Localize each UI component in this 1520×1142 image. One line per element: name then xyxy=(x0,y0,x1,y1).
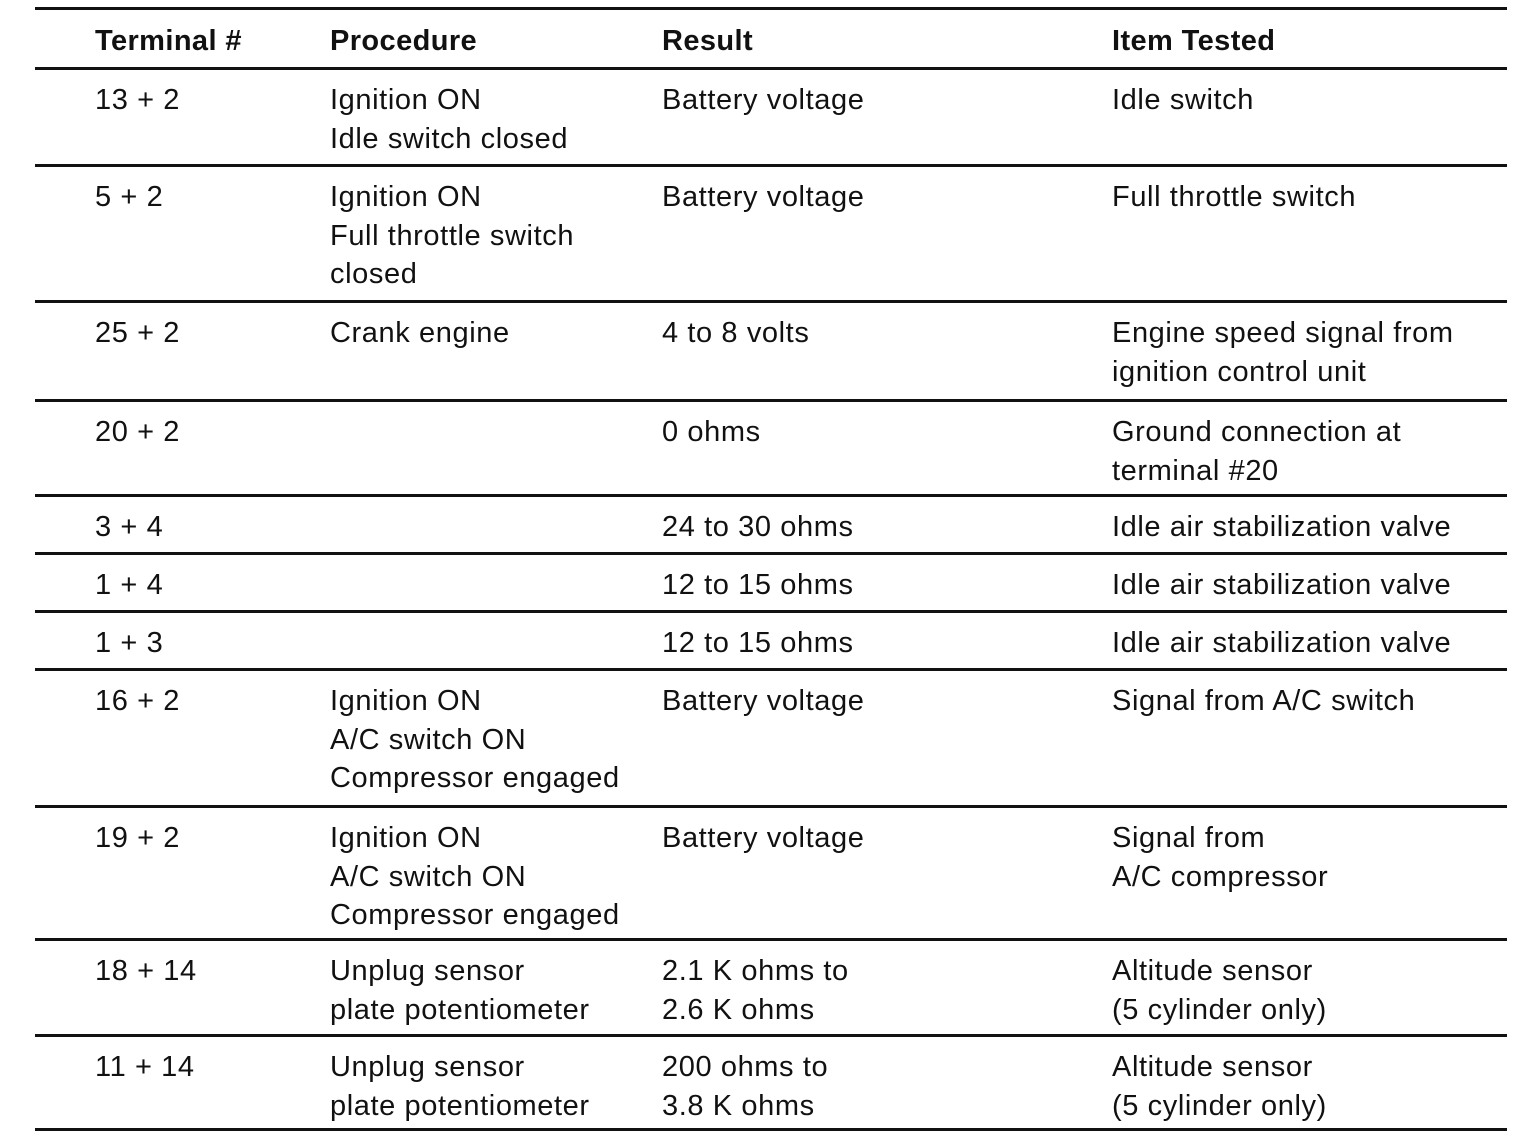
item-tested-cell: Signal from A/C switch xyxy=(1112,685,1416,717)
table-row xyxy=(35,497,1507,555)
terminal-test-table xyxy=(35,0,1507,1131)
item-tested-cell: Altitude sensor (5 cylinder only) xyxy=(1112,955,1327,1026)
terminal-cell: 25 + 2 xyxy=(95,317,181,349)
procedure-cell: Ignition ON A/C switch ON Compressor engaged xyxy=(330,685,620,794)
item-tested-cell: Full throttle switch xyxy=(1112,181,1357,213)
item-tested-cell: Engine speed signal from ignition control unit xyxy=(1112,317,1454,388)
terminal-cell: 18 + 14 xyxy=(95,955,197,987)
terminal-cell: 3 + 4 xyxy=(95,511,164,543)
table-row xyxy=(35,167,1507,303)
result-cell: Battery voltage xyxy=(662,685,865,717)
terminal-cell: 19 + 2 xyxy=(95,822,181,854)
table-row xyxy=(35,941,1507,1037)
result-cell: 200 ohms to 3.8 K ohms xyxy=(662,1051,829,1122)
result-cell: 12 to 15 ohms xyxy=(662,569,854,601)
procedure-cell: Ignition ON A/C switch ON Compressor engaged xyxy=(330,822,620,931)
procedure-cell: Ignition ON Idle switch closed xyxy=(330,84,569,155)
terminal-cell: 11 + 14 xyxy=(95,1051,195,1083)
item-tested-cell: Idle switch xyxy=(1112,84,1254,116)
result-cell: 0 ohms xyxy=(662,416,761,448)
table-row xyxy=(35,808,1507,941)
result-cell: 12 to 15 ohms xyxy=(662,627,854,659)
result-cell: 24 to 30 ohms xyxy=(662,511,854,543)
table-row xyxy=(35,402,1507,497)
item-tested-cell: Signal from A/C compressor xyxy=(1112,822,1329,893)
header-procedure: Procedure xyxy=(330,25,478,57)
result-cell: Battery voltage xyxy=(662,84,865,116)
item-tested-cell: Idle air stabilization valve xyxy=(1112,627,1452,659)
terminal-cell: 20 + 2 xyxy=(95,416,181,448)
terminal-cell: 1 + 4 xyxy=(95,569,164,601)
terminal-cell: 5 + 2 xyxy=(95,181,164,213)
procedure-cell: Unplug sensor plate potentiometer xyxy=(330,1051,590,1122)
procedure-cell: Crank engine xyxy=(330,317,510,349)
table-row xyxy=(35,1037,1507,1131)
procedure-cell: Unplug sensor plate potentiometer xyxy=(330,955,590,1026)
table-row xyxy=(35,671,1507,808)
table-row xyxy=(35,303,1507,402)
procedure-cell: Ignition ON Full throttle switch closed xyxy=(330,181,575,290)
header-item-tested: Item Tested xyxy=(1112,25,1276,57)
table-row xyxy=(35,70,1507,167)
header-terminal: Terminal # xyxy=(95,25,242,57)
table-row xyxy=(35,555,1507,613)
table-header-row xyxy=(35,10,1507,70)
terminal-cell: 13 + 2 xyxy=(95,84,181,116)
item-tested-cell: Idle air stabilization valve xyxy=(1112,511,1452,543)
result-cell: Battery voltage xyxy=(662,822,865,854)
header-result: Result xyxy=(662,25,754,57)
table-row xyxy=(35,613,1507,671)
item-tested-cell: Ground connection at terminal #20 xyxy=(1112,416,1402,487)
item-tested-cell: Altitude sensor (5 cylinder only) xyxy=(1112,1051,1327,1122)
terminal-cell: 16 + 2 xyxy=(95,685,181,717)
result-cell: 4 to 8 volts xyxy=(662,317,810,349)
terminal-cell: 1 + 3 xyxy=(95,627,164,659)
result-cell: Battery voltage xyxy=(662,181,865,213)
result-cell: 2.1 K ohms to 2.6 K ohms xyxy=(662,955,849,1026)
item-tested-cell: Idle air stabilization valve xyxy=(1112,569,1452,601)
